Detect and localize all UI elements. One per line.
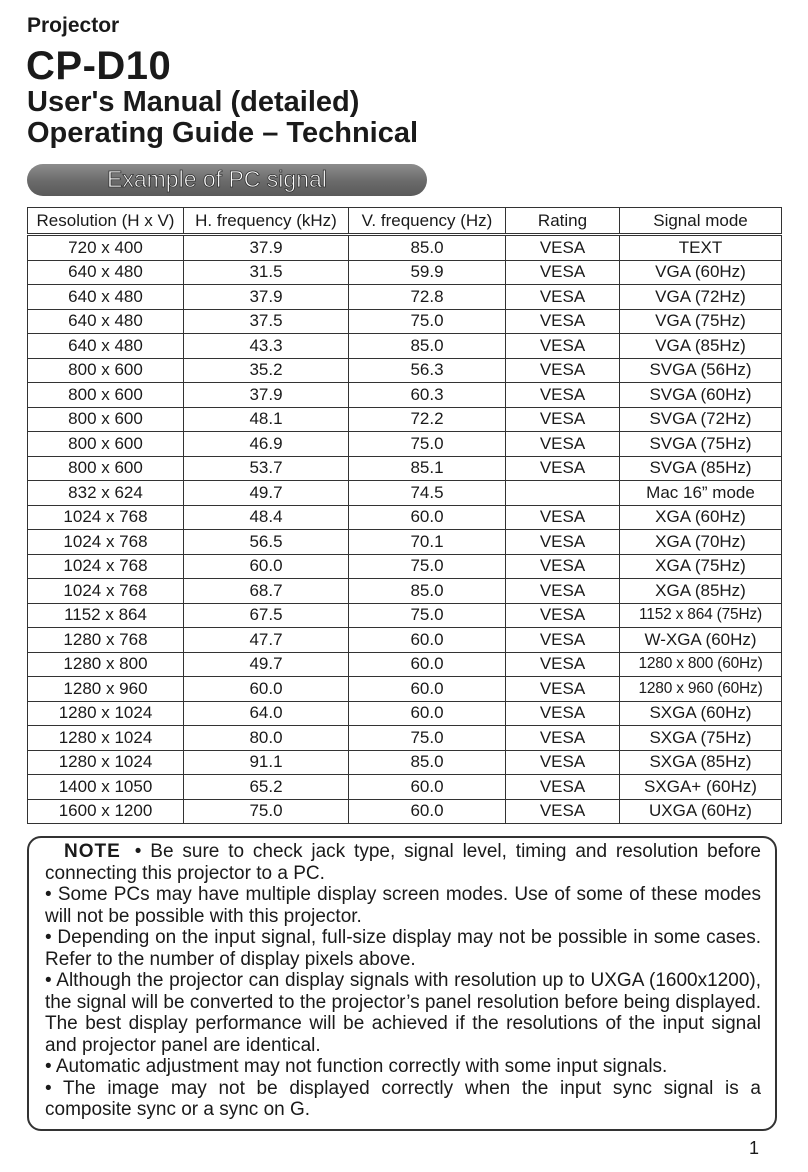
table-cell: 75.0 <box>349 554 506 579</box>
table-cell: 720 x 400 <box>28 235 184 261</box>
table-cell: 37.9 <box>184 285 349 310</box>
table-cell: 60.0 <box>349 677 506 702</box>
table-row <box>28 677 782 702</box>
table-cell: SVGA (75Hz) <box>620 432 782 457</box>
table-cell: VESA <box>506 334 620 359</box>
table-cell: 68.7 <box>184 579 349 604</box>
table-cell: 35.2 <box>184 358 349 383</box>
table-cell: 37.9 <box>184 235 349 261</box>
table-cell: UXGA (60Hz) <box>620 799 782 824</box>
table-cell: VESA <box>506 775 620 800</box>
table-cell: 1280 x 768 <box>28 628 184 653</box>
table-cell: XGA (75Hz) <box>620 554 782 579</box>
table-cell: 1024 x 768 <box>28 554 184 579</box>
table-cell: 75.0 <box>184 799 349 824</box>
table-cell: 48.4 <box>184 505 349 530</box>
table-cell: VGA (75Hz) <box>620 309 782 334</box>
table-row <box>28 530 782 555</box>
table-cell: 72.2 <box>349 407 506 432</box>
table-row <box>28 726 782 751</box>
table-cell: SXGA+ (60Hz) <box>620 775 782 800</box>
table-cell: 1280 x 1024 <box>28 726 184 751</box>
note-item: • Some PCs may have multiple display screen modes. Use of some of these modes will not be possible with this projector. <box>45 884 761 927</box>
column-header: H. frequency (kHz) <box>184 208 349 235</box>
table-cell: 1400 x 1050 <box>28 775 184 800</box>
table-cell: VESA <box>506 799 620 824</box>
table-cell: 47.7 <box>184 628 349 653</box>
table-cell: 60.0 <box>349 775 506 800</box>
table-cell: SXGA (85Hz) <box>620 750 782 775</box>
table-cell: 800 x 600 <box>28 432 184 457</box>
table-cell: 48.1 <box>184 407 349 432</box>
table-row <box>28 701 782 726</box>
table-cell: SVGA (60Hz) <box>620 383 782 408</box>
table-cell: VESA <box>506 285 620 310</box>
column-header: V. frequency (Hz) <box>349 208 506 235</box>
table-row <box>28 799 782 824</box>
table-cell: 800 x 600 <box>28 383 184 408</box>
table-cell: 70.1 <box>349 530 506 555</box>
table-cell: 800 x 600 <box>28 456 184 481</box>
table-cell: XGA (60Hz) <box>620 505 782 530</box>
table-cell: VESA <box>506 554 620 579</box>
table-row <box>28 579 782 604</box>
table-cell: 37.9 <box>184 383 349 408</box>
table-cell: 72.8 <box>349 285 506 310</box>
manual-subtitle: Operating Guide – Technical <box>27 117 419 149</box>
table-cell <box>506 481 620 506</box>
table-cell: SXGA (60Hz) <box>620 701 782 726</box>
table-row <box>28 456 782 481</box>
table-cell: VESA <box>506 677 620 702</box>
table-cell: 60.0 <box>349 701 506 726</box>
table-cell: 91.1 <box>184 750 349 775</box>
table-cell: VESA <box>506 530 620 555</box>
table-cell: VESA <box>506 309 620 334</box>
table-row <box>28 652 782 677</box>
table-cell: 640 x 480 <box>28 260 184 285</box>
table-cell: 43.3 <box>184 334 349 359</box>
table-row <box>28 235 782 261</box>
table-cell: 1152 x 864 <box>28 603 184 628</box>
manual-title: User's Manual (detailed) <box>27 86 360 118</box>
table-cell: 85.0 <box>349 750 506 775</box>
table-row <box>28 432 782 457</box>
table-cell: 75.0 <box>349 309 506 334</box>
table-cell: 800 x 600 <box>28 358 184 383</box>
table-cell: VGA (72Hz) <box>620 285 782 310</box>
table-cell: 640 x 480 <box>28 334 184 359</box>
table-cell: 65.2 <box>184 775 349 800</box>
table-cell: 1024 x 768 <box>28 530 184 555</box>
table-cell: 60.0 <box>349 652 506 677</box>
table-cell: XGA (70Hz) <box>620 530 782 555</box>
table-row <box>28 775 782 800</box>
table-cell: VESA <box>506 235 620 261</box>
table-cell: 85.0 <box>349 334 506 359</box>
table-cell: 1280 x 800 (60Hz) <box>620 652 782 677</box>
table-cell: 53.7 <box>184 456 349 481</box>
table-cell: 1024 x 768 <box>28 505 184 530</box>
header-category: Projector <box>27 14 120 37</box>
table-row <box>28 481 782 506</box>
table-cell: 60.0 <box>184 554 349 579</box>
table-row <box>28 554 782 579</box>
section-title: Example of PC signal <box>107 166 327 192</box>
table-cell: SVGA (56Hz) <box>620 358 782 383</box>
table-row <box>28 309 782 334</box>
table-cell: 56.3 <box>349 358 506 383</box>
model-name: CP-D10 <box>26 44 172 88</box>
table-cell: 74.5 <box>349 481 506 506</box>
table-cell: VESA <box>506 260 620 285</box>
table-cell: VESA <box>506 383 620 408</box>
table-header-row <box>28 208 782 235</box>
column-header: Rating <box>506 208 620 235</box>
table-cell: 1280 x 960 (60Hz) <box>620 677 782 702</box>
table-cell: 37.5 <box>184 309 349 334</box>
note-label: NOTE <box>64 841 121 862</box>
table-cell: VESA <box>506 750 620 775</box>
table-cell: 85.1 <box>349 456 506 481</box>
table-row <box>28 628 782 653</box>
column-header: Resolution (H x V) <box>28 208 184 235</box>
table-cell: 640 x 480 <box>28 285 184 310</box>
table-cell: 75.0 <box>349 726 506 751</box>
table-cell: VGA (60Hz) <box>620 260 782 285</box>
note-box <box>27 836 777 1131</box>
table-row <box>28 505 782 530</box>
table-cell: 1280 x 960 <box>28 677 184 702</box>
table-row <box>28 603 782 628</box>
table-cell: VESA <box>506 628 620 653</box>
table-row <box>28 260 782 285</box>
note-item: • Although the projector can display signals with resolution up to UXGA (1600x1200), the signal will be converted to the projector’s panel resolution before being displayed. The best display performance will be achieved if the resolutions of the input signal and projector panel are identical. <box>45 970 761 1056</box>
table-cell: Mac 16” mode <box>620 481 782 506</box>
table-cell: 60.0 <box>349 628 506 653</box>
table-cell: 1280 x 800 <box>28 652 184 677</box>
table-cell: 31.5 <box>184 260 349 285</box>
table-cell: 832 x 624 <box>28 481 184 506</box>
table-cell: 60.0 <box>184 677 349 702</box>
table-cell: 800 x 600 <box>28 407 184 432</box>
note-item: • Automatic adjustment may not function correctly with some input signals. <box>45 1056 668 1077</box>
table-row <box>28 285 782 310</box>
table-cell: VESA <box>506 505 620 530</box>
table-cell: VESA <box>506 456 620 481</box>
table-cell: 49.7 <box>184 652 349 677</box>
table-row <box>28 334 782 359</box>
table-cell: VESA <box>506 652 620 677</box>
table-cell: VESA <box>506 701 620 726</box>
table-cell: 1280 x 1024 <box>28 750 184 775</box>
table-row <box>28 358 782 383</box>
table-cell: VESA <box>506 603 620 628</box>
table-row <box>28 407 782 432</box>
table-cell: 60.0 <box>349 799 506 824</box>
table-cell: SVGA (85Hz) <box>620 456 782 481</box>
column-header: Signal mode <box>620 208 782 235</box>
table-cell: VGA (85Hz) <box>620 334 782 359</box>
table-body <box>28 235 782 824</box>
page-number: 1 <box>749 1138 760 1158</box>
note-item-text: • Be sure to check jack type, signal level, timing and resolution before connecting this projector to a PC. <box>45 841 761 884</box>
table-cell: 1600 x 1200 <box>28 799 184 824</box>
table-cell: TEXT <box>620 235 782 261</box>
table-cell: 85.0 <box>349 579 506 604</box>
table-cell: 60.0 <box>349 505 506 530</box>
table-cell: 46.9 <box>184 432 349 457</box>
table-cell: 1152 x 864 (75Hz) <box>620 603 782 628</box>
table-cell: VESA <box>506 432 620 457</box>
table-cell: 49.7 <box>184 481 349 506</box>
table-cell: 1024 x 768 <box>28 579 184 604</box>
table-cell: 75.0 <box>349 603 506 628</box>
table-cell: 64.0 <box>184 701 349 726</box>
table-cell: XGA (85Hz) <box>620 579 782 604</box>
table-cell: W-XGA (60Hz) <box>620 628 782 653</box>
table-cell: VESA <box>506 579 620 604</box>
table-cell: VESA <box>506 358 620 383</box>
table-cell: 1280 x 1024 <box>28 701 184 726</box>
table-cell: VESA <box>506 726 620 751</box>
table-cell: 56.5 <box>184 530 349 555</box>
table-cell: 85.0 <box>349 235 506 261</box>
table-row <box>28 383 782 408</box>
table-cell: 67.5 <box>184 603 349 628</box>
table-cell: 75.0 <box>349 432 506 457</box>
table-cell: 80.0 <box>184 726 349 751</box>
table-cell: SXGA (75Hz) <box>620 726 782 751</box>
table-cell: 640 x 480 <box>28 309 184 334</box>
section-heading <box>27 164 427 196</box>
note-item: • Depending on the input signal, full-size display may not be possible in some cases. Refer to the number of display pixels above. <box>45 927 761 970</box>
pc-signal-table <box>27 207 782 824</box>
table-cell: SVGA (72Hz) <box>620 407 782 432</box>
table-cell: 60.3 <box>349 383 506 408</box>
table-row <box>28 750 782 775</box>
table-cell: 59.9 <box>349 260 506 285</box>
note-item: • The image may not be displayed correctly when the input sync signal is a composite sync or a sync on G. <box>45 1077 761 1120</box>
table-cell: VESA <box>506 407 620 432</box>
note-item <box>45 841 761 884</box>
